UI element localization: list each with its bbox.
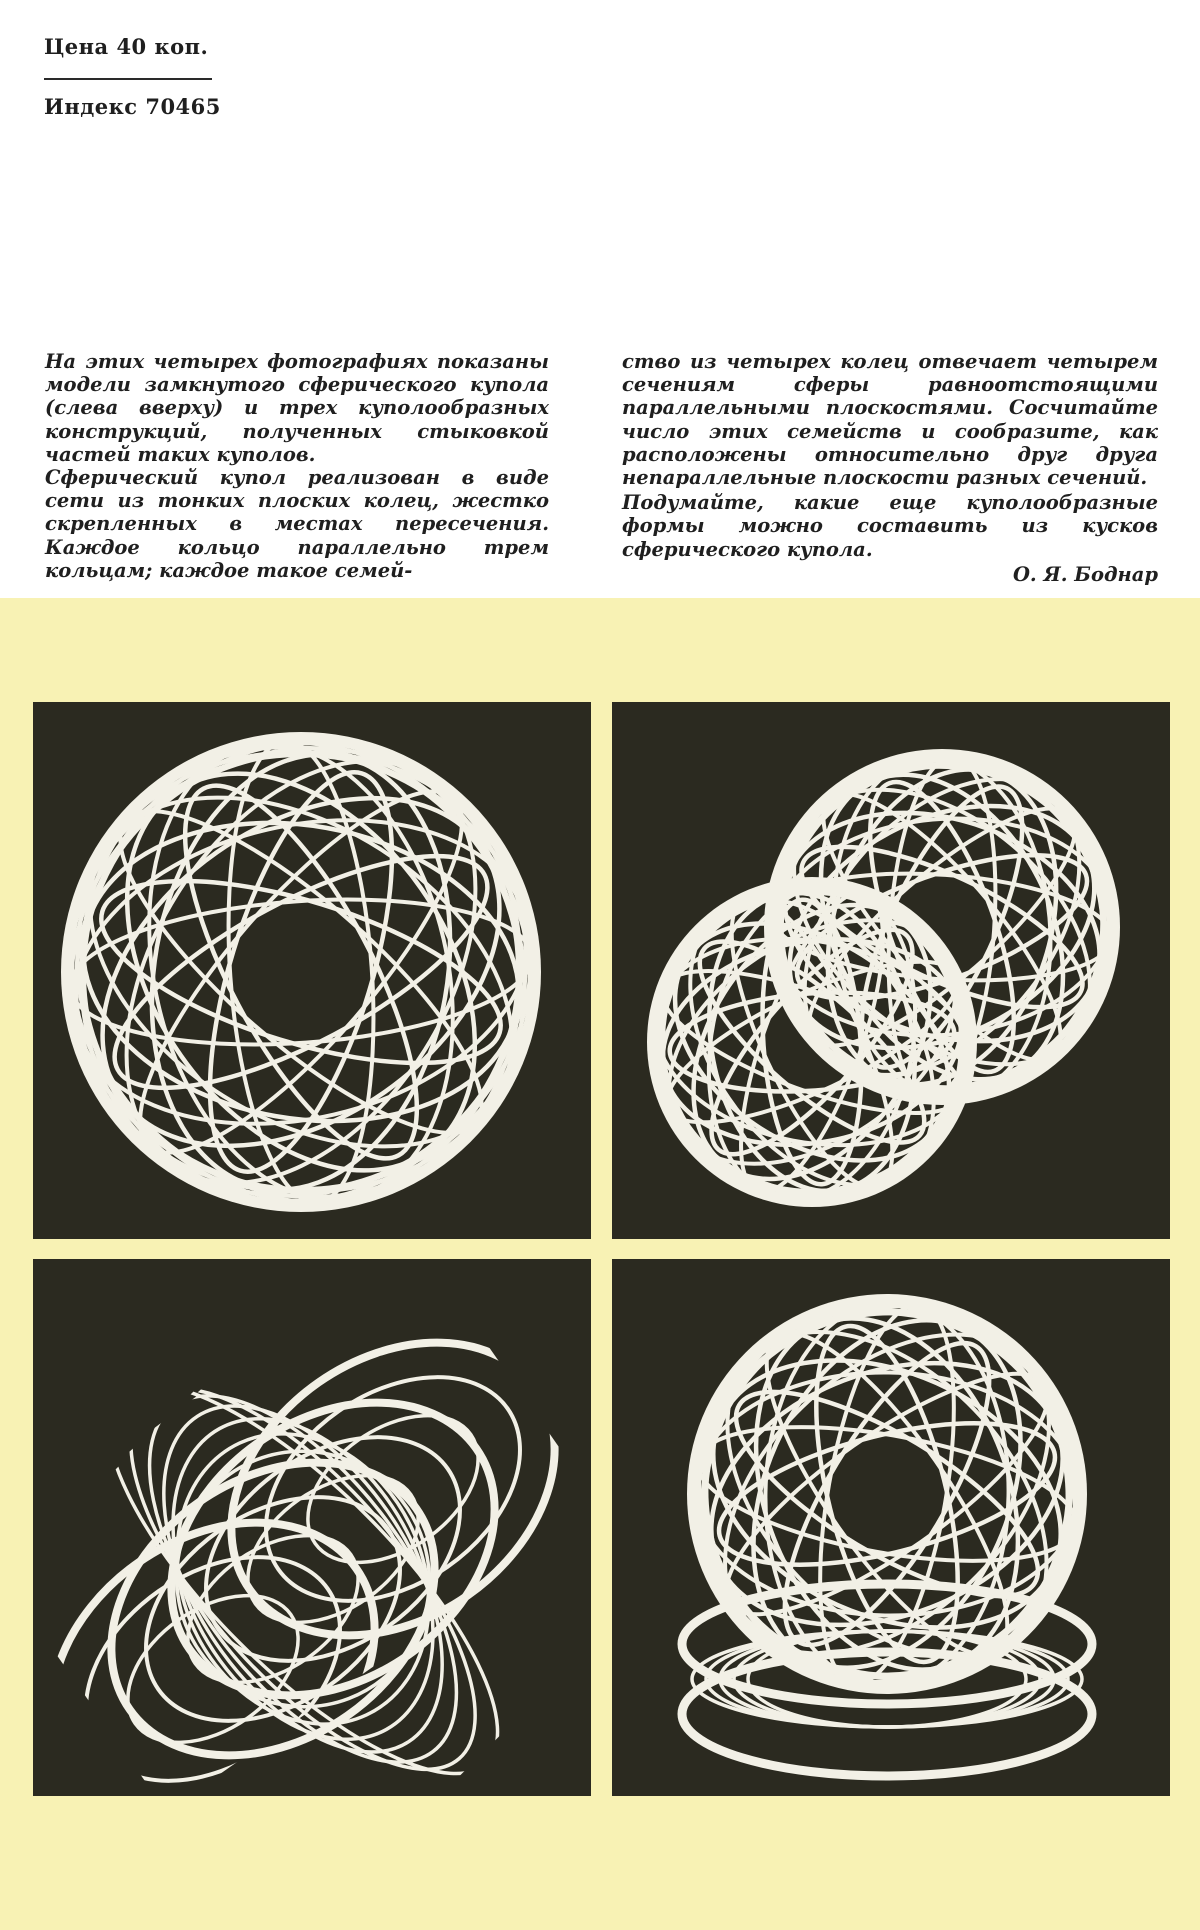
photo-double-sphere-dome: [612, 702, 1170, 1239]
double-sphere-wireframe-image: [612, 702, 1170, 1239]
caption-paragraph: Сферический купол реализован в виде сети из тонких плоских колец, жестко скрепленных в местах пересечения. Каждое кольцо параллельно трем кольцам; каждое такое семей-: [45, 466, 549, 582]
price-text: Цена 40 коп.: [44, 34, 209, 59]
caption-paragraph: Подумайте, какие еще куполообразные формы можно составить из кусков сферического купола.: [622, 491, 1158, 561]
caption-right-column: [622, 350, 1158, 586]
vault-wireframe-image: [33, 1259, 591, 1796]
photo-closed-sphere-dome: [33, 702, 591, 1239]
author-signature: О. Я. Боднар: [1012, 562, 1158, 586]
caption-paragraph: ство из четырех колец отвечает четырем сечениям сферы равноотстоящими параллельными плоскостями. Сосчитайте число этих семейств и сообразите, как расположены относительно друг друга непараллельные плоскости разных сечений.: [622, 350, 1158, 490]
caption-paragraph: На этих четырех фотографиях показаны модели замкнутого сферического купола (слева вверху) и трех куполообразных конструкций, полученных стыковкой частей таких куполов.: [45, 350, 549, 466]
price-label: [44, 34, 208, 59]
header-divider: [44, 78, 212, 80]
photo-vault-dome: [33, 1259, 591, 1796]
dome-drum-wireframe-image: [612, 1259, 1170, 1796]
caption-left-column: [45, 350, 549, 582]
sphere-wireframe-image: [33, 702, 591, 1239]
index-text: Индекс 70465: [44, 94, 221, 119]
photo-dome-on-drum: [612, 1259, 1170, 1796]
